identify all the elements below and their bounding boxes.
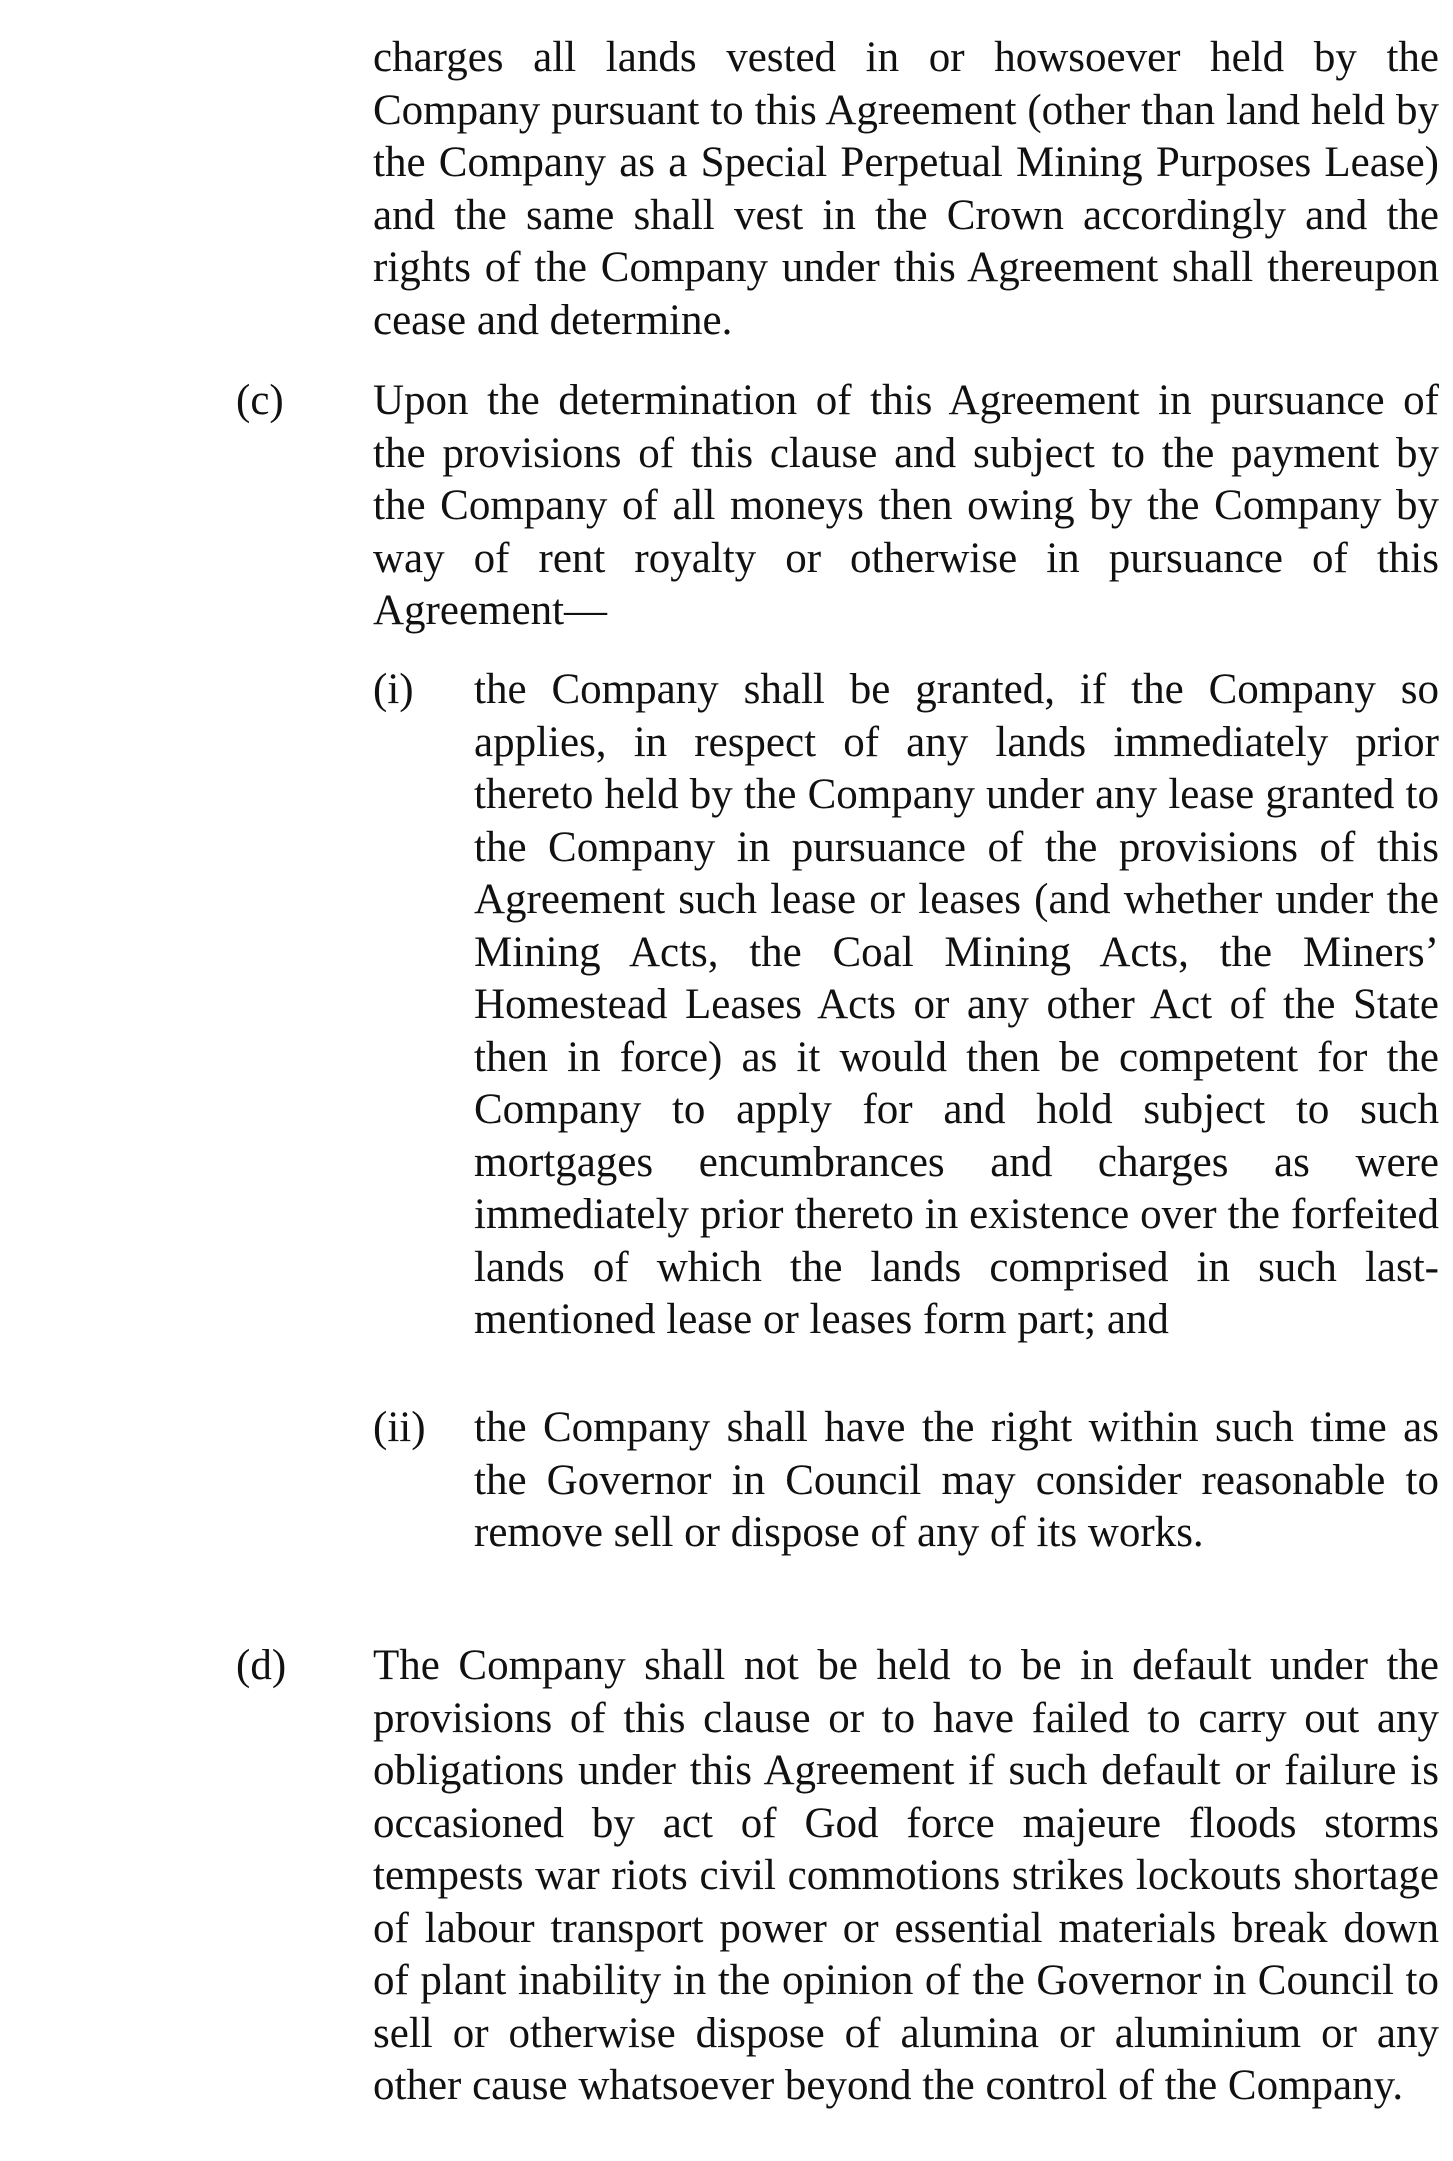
clause-c-text: Upon the determination of this Agreement in pursuance of the provisions of this clause and subject to the payment by the Company of all moneys then owing by the Company by way of rent royalty or otherwise in pursuance of this Agreement— <box>373 377 1439 634</box>
clause-d-text: The Company shall not be held to be in default under the provisions of this clause or to have failed to carry out any obligations under this Agreement if such default or failure is occasioned by act of God force majeure floods storms tempests war riots civil commotions strikes lockouts shortage of labour transport power or essential materials break down of plant inability in the opinion of the Governor in Council to sell or otherwise dispose of alumina or aluminium or any other cause whatsoever beyond the control of the Company. <box>373 1642 1439 2109</box>
clause-c-ii-label: (ii) <box>373 1404 426 1451</box>
clause-c-ii-text: the Company shall have the right within such time as the Governor in Council may consider reasonable to remove sell or dispose of any of its works. <box>474 1404 1439 1556</box>
clause-d-label: (d) <box>236 1642 287 1689</box>
continuation-paragraph: charges all lands vested in or howsoever held by the Company pursuant to this Agreement (other than land held by the Company as a Special Perpetual Mining Purposes Lease) and the same shall vest in the Crown accordingly and the rights of the Company under this Agreement shall thereupon cease and determine. <box>373 34 1439 344</box>
clause-c-i-label: (i) <box>373 666 414 713</box>
clause-c-label: (c) <box>236 377 284 424</box>
clause-c-i-text: the Company shall be granted, if the Company so applies, in respect of any lands immediately prior thereto held by the Company under any lease granted to the Company in pursuance of the provisions of this Agreement such lease or leases (and whether under the Mining Acts, the Coal Mining Acts, the Miners’ Homestead Leases Acts or any other Act of the State then in force) as it would then be competent for the Company to apply for and hold subject to such mortgages encumbrances and charges as were immediately prior thereto in existence over the forfeited lands of which the lands comprised in such last-mentioned lease or leases form part; and <box>474 666 1439 1343</box>
